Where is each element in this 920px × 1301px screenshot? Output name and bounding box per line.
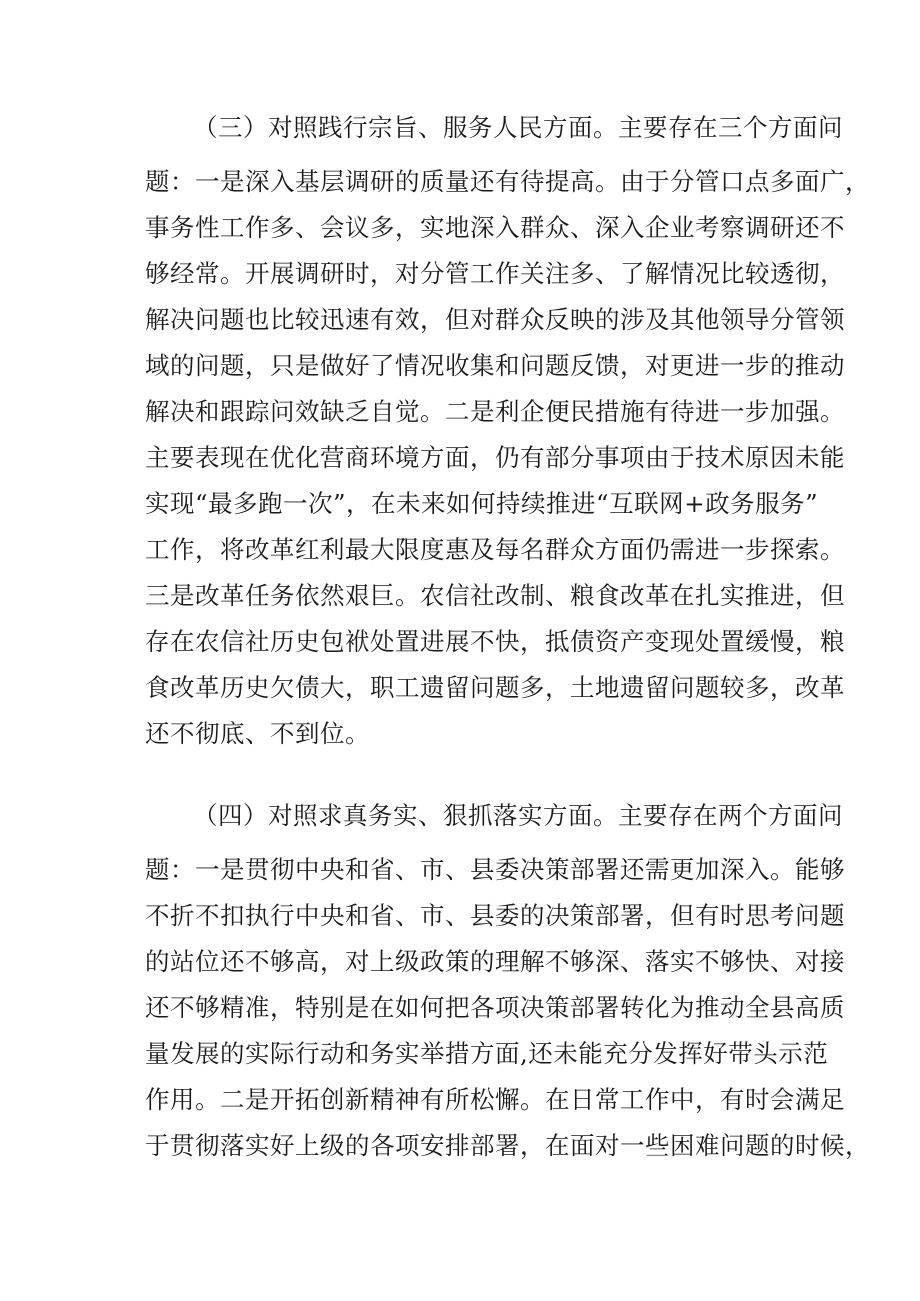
text-line: 还不彻底、不到位。 [145, 719, 370, 748]
text-line: 实现“最多跑一次”，在未来如何持续推进“互联网+政务服务” [145, 489, 819, 518]
text-line: 存在农信社历史包袱处置进展不快，抵债资产变现处置缓慢，粮 [145, 627, 845, 656]
text-line: 够经常。开展调研时，对分管工作关注多、了解情况比较透彻， [145, 259, 845, 288]
text-line: 域的问题，只是做好了情况收集和问题反馈，对更进一步的推动 [145, 351, 845, 380]
text-line: 量发展的实际行动和务实举措方面,还未能充分发挥好带头示范 [145, 1039, 829, 1068]
text-line: 题：一是深入基层调研的质量还有待提高。由于分管口点多面广， [145, 167, 870, 196]
text-line: 解决问题也比较迅速有效，但对群众反映的涉及其他领导分管领 [145, 305, 845, 334]
text-line: （三）对照践行宗旨、服务人民方面。主要存在三个方面问 [193, 113, 843, 142]
text-line: 不折不扣执行中央和省、市、县委的决策部署，但有时思考问题 [145, 901, 845, 930]
text-line: 的站位还不够高，对上级政策的理解不够深、落实不够快、对接 [145, 947, 845, 976]
text-line: 还不够精准，特别是在如何把各项决策部署转化为推动全县高质 [145, 993, 845, 1022]
text-line: 解决和跟踪问效缺乏自觉。二是利企便民措施有待进一步加强。 [145, 397, 845, 426]
text-line: 题：一是贯彻中央和省、市、县委决策部署还需更加深入。能够 [145, 855, 845, 884]
text-line: 食改革历史欠债大，职工遗留问题多，土地遗留问题较多，改革 [145, 673, 845, 702]
text-line: 作用。二是开拓创新精神有所松懈。在日常工作中，有时会满足 [145, 1085, 845, 1114]
text-line: 工作，将改革红利最大限度惠及每名群众方面仍需进一步探索。 [145, 535, 845, 564]
text-line: 主要表现在优化营商环境方面，仍有部分事项由于技术原因未能 [145, 443, 845, 472]
text-line: （四）对照求真务实、狠抓落实方面。主要存在两个方面问 [193, 801, 843, 830]
text-line: 三是改革任务依然艰巨。农信社改制、粮食改革在扎实推进，但 [145, 581, 845, 610]
text-line: 于贯彻落实好上级的各项安排部署，在面对一些困难问题的时候， [145, 1131, 870, 1160]
text-line: 事务性工作多、会议多，实地深入群众、深入企业考察调研还不 [145, 213, 845, 242]
